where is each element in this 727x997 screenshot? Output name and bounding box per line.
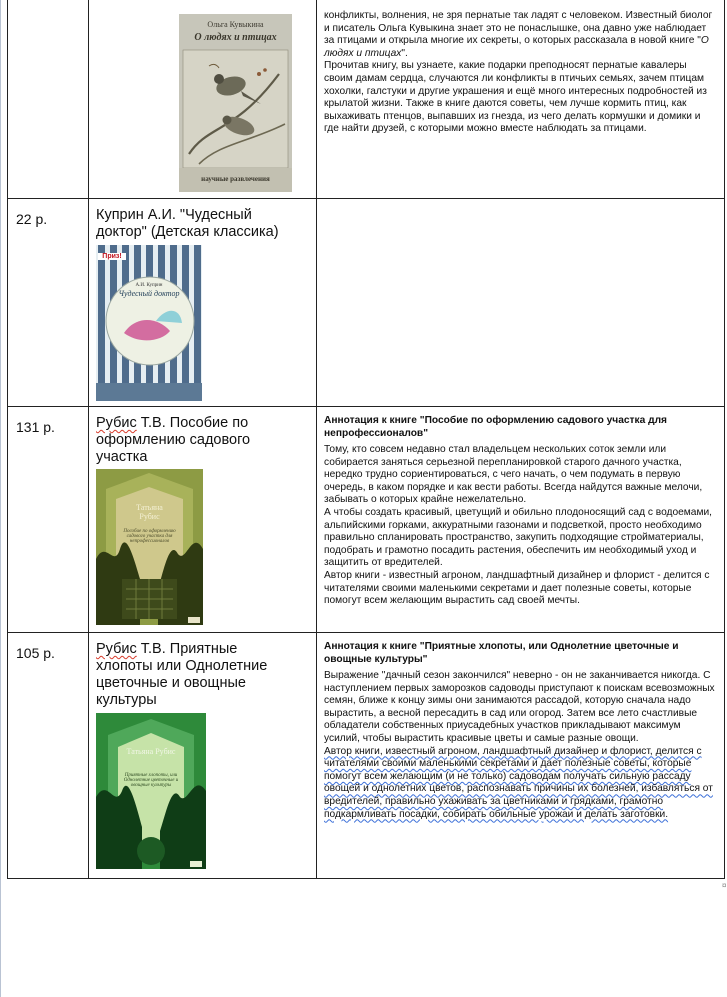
price-text: 105 р.	[16, 645, 55, 661]
cover-author: Ольга Кувыкина	[207, 20, 264, 29]
cover-title: Приятные хлопоты, или Однолетние цветочные и овощные культуры	[123, 773, 179, 788]
description-paragraph: Прочитав книгу, вы узнаете, какие подарки преподносят пернатые кавалеры своим дамам сердца, случаются ли конфликты в птичьих семьях, зачем птицам хохолки, галстуки и другие украшения и ещё много интересных подробностей из крылатой жизни. Также в книге даются советы, чем лучше кормить птиц, как выхаживать птенцов, выпавших из гнезда, из чего делать кормушки и домики и где найти друзей, с которыми можно вместе наблюдать за птицами.	[324, 60, 707, 135]
end-of-cell-mark: ¤	[722, 881, 727, 890]
cover-author: А.И. Куприн	[135, 283, 163, 288]
price-cell	[8, 407, 89, 633]
book-cover-image	[179, 14, 292, 192]
description-paragraph: конфликты, волнения, не зря пернатые так ладят с человеком. Известный биолог и писатель Ольга Кувыкина знает это не понаслышке, она давно уже наблюдает за птицами и открыла многие их секреты, о которых рассказала в новой книге "О людях и птицах".	[324, 10, 713, 59]
price-cell	[8, 0, 89, 199]
book-description	[324, 444, 716, 608]
cover-title: О людях и птицах	[194, 32, 277, 43]
price-cell	[8, 199, 89, 407]
description-cell	[317, 407, 725, 633]
book-title: Рубис Т.В. Приятные хлопоты или Однолетние цветочные и овощные культуры	[96, 641, 268, 708]
cover-illustration	[96, 245, 202, 401]
table-row	[8, 407, 725, 633]
book-cover-image	[96, 469, 203, 625]
book-cell	[89, 633, 317, 879]
table-row	[8, 633, 725, 879]
price-cell	[8, 633, 89, 879]
annotation-heading: Аннотация к книге "Приятные хлопоты, или Однолетние цветочные и овощные культуры"	[324, 641, 679, 665]
table-row	[8, 199, 725, 407]
book-cell	[89, 199, 317, 407]
book-cover-image	[96, 713, 206, 869]
book-title: Куприн А.И. "Чудесный доктор" (Детская классика)	[96, 207, 279, 240]
book-description	[324, 670, 716, 821]
description-paragraph: Автор книги, известный агроном, ландшафтный дизайнер и флорист, делится с читателями своими маленькими секретами и дает полезные советы, которые помогут всем желающим (и не только) садоводам получать сильную рассаду овощей и однолетних цветов, распознавать причины их болезней, избавляться от вредителей, правильно ухаживать за цветниками и грядками, грамотно подкармливать посадки, собирать обильные урожаи и делать заготовки.	[324, 745, 713, 820]
description-paragraph: Тому, кто совсем недавно стал владельцем нескольких соток земли или собирается заняться серьезной перепланировкой старого дачного участка, нередко трудно сориентироваться, с чего начать, о чем подумать в первую очередь, в каком порядке и как вести работы. Всегда найдутся важные мелочи, забывать о которых крайне нежелательно.	[324, 444, 703, 506]
description-paragraph: А чтобы создать красивый, цветущий и обильно плодоносящий сад с водоемами, альпийскими горками, аккуратными газонами и подсветкой, просто необходимо правильно спланировать пространство, закупить подходящие стройматериалы, подобрать и грамотно посадить растения, обеспечить им необходимый уход и защитить от вредителей.	[324, 506, 712, 569]
cover-author: Татьяна Рубис	[126, 747, 176, 756]
prize-badge: Приз!	[98, 253, 126, 260]
book-catalog-table	[7, 0, 725, 879]
cover-title: Чудесный доктор	[118, 289, 180, 298]
cover-title: Пособие по оформлению садового участка для непрофессионалов	[123, 529, 176, 544]
table-row	[8, 0, 725, 199]
cover-illustration	[96, 469, 203, 625]
book-description	[324, 10, 716, 136]
description-cell	[317, 199, 725, 407]
description-cell	[317, 0, 725, 199]
price-text: 131 р.	[16, 419, 55, 435]
book-cell	[89, 0, 317, 199]
book-cell	[89, 407, 317, 633]
description-paragraph: Выражение "дачный сезон закончился" неверно - он не заканчивается никогда. С наступлением первых заморозков садоводы приступают к поискам всевозможных семян, ближе к концу зимы они занимаются рассадой, которую сначала надо вырастить, а весной пересадить в сад или огород. Затем все лето счастливые обладатели собственных приусадебных участков прикладывают максимум усилий, чтобы вырастить красивые цветы и самые разные овощи.	[324, 670, 715, 744]
annotation-heading: Аннотация к книге "Пособие по оформлению садового участка для непрофессионалов"	[324, 415, 667, 439]
description-paragraph: Автор книги - известный агроном, ландшафтный дизайнер и флорист - делится с читателями своими маленькими секретами и дает полезные советы, которые помогут всем желающим вырастить сад своей мечты.	[324, 569, 710, 607]
description-cell	[317, 633, 725, 879]
cover-author: Татьяна Рубис	[136, 503, 163, 521]
book-cover-image	[96, 245, 202, 401]
book-title: Рубис Т.В. Пособие по оформлению садового участка	[96, 415, 251, 465]
price-text: 22 р.	[16, 211, 48, 227]
cover-series: научные развлечения	[201, 175, 270, 183]
page-left-border	[0, 0, 1, 997]
cover-illustration	[96, 713, 206, 869]
